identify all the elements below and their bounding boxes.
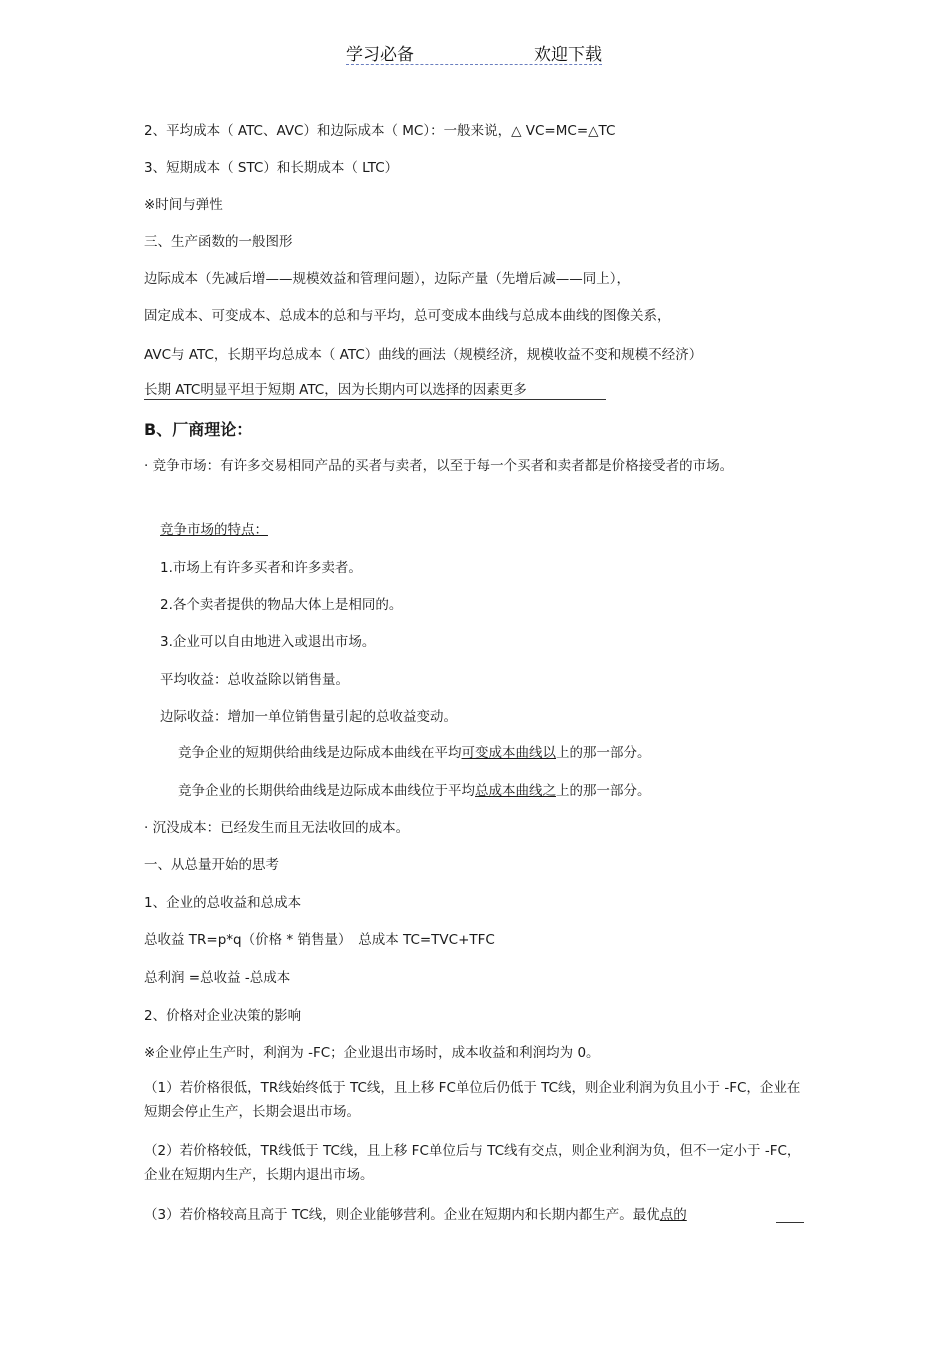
section-title: 一、从总量开始的思考 [144,857,279,873]
formula-line: 总利润 =总收益 -总成本 [144,970,291,986]
text-line: 边际成本（先减后增——规模效益和管理问题），边际产量（先增后减——同上）， [144,271,630,287]
section-heading: B、厂商理论： [144,420,253,439]
paragraph: （2）若价格较低，TR线低于 TC线，且上移 FC单位后与 TC线有交点，则企业利润为负，但不一定小于 -FC，企业在短期内生产，长期内退出市场。 [144,1143,801,1183]
text-line: 1、企业的总收益和总成本 [144,895,302,911]
underline-rule [144,399,606,400]
text-line: 边际收益：增加一单位销售量引起的总收益变动。 [160,709,457,725]
text-line: 3、短期成本（ STC）和长期成本（ LTC） [144,160,399,176]
text-line: 长期 ATC明显平坦于短期 ATC，因为长期内可以选择的因素更多 [144,382,527,398]
definition-line: · 沉没成本：已经发生而且无法收回的成本。 [144,820,410,836]
text-run: 竞争企业的长期供给曲线是边际成本曲线位于平均 [178,783,475,799]
formula-line: 总收益 TR=p*q（价格 * 销售量） 总成本 TC=TVC+TFC [144,932,495,948]
underline-rule [776,1222,804,1223]
text-line: ※时间与弹性 [144,197,223,213]
text-line [178,781,651,801]
header-left-text: 学习必备 [346,45,414,65]
text-line [144,1205,687,1225]
underlined-text: 可变成本曲线以 [461,745,556,761]
list-item: 3.企业可以自由地进入或退出市场。 [160,634,376,650]
text-run: 上的那一部分。 [556,783,651,799]
text-line: 平均收益：总收益除以销售量。 [160,672,349,688]
definition-paragraph: · 竞争市场：有许多交易相同产品的买者与卖者，以至于每一个买者和卖者都是价格接受者的市场。 [144,458,734,474]
text-line: 2、价格对企业决策的影响 [144,1008,302,1024]
text-run: 上的那一部分。 [556,745,651,761]
text-run: （3）若价格较高且高于 TC线，则企业能够营利。企业在短期内和长期内都生产。最优 [144,1207,660,1223]
text-line: ※企业停止生产时，利润为 -FC；企业退出市场时，成本收益和利润均为 0。 [144,1045,600,1061]
paragraph: （1）若价格很低，TR线始终低于 TC线，且上移 FC单位后仍低于 TC线，则企业利润为负且小于 -FC，企业在短期会停止生产，长期会退出市场。 [144,1080,801,1120]
text-run: 竞争企业的短期供给曲线是边际成本曲线在平均 [178,745,462,761]
list-item: 2.各个卖者提供的物品大体上是相同的。 [160,597,403,613]
text-line: 固定成本、可变成本、总成本的总和与平均，总可变成本曲线与总成本曲线的图像关系， [144,308,671,324]
text-line: AVC与 ATC，长期平均总成本（ ATC）曲线的画法（规模经济，规模收益不变和规模不经济） [144,347,703,363]
underlined-text: 总成本曲线之 [475,783,556,799]
section-title: 三、生产函数的一般图形 [144,234,293,250]
list-item: 1.市场上有许多买者和许多卖者。 [160,560,362,576]
page-header [346,40,602,65]
header-right-text: 欢迎下载 [534,45,602,65]
text-line: 2、平均成本（ ATC、AVC）和边际成本（ MC）：一般来说，△ VC=MC=△TC [144,123,616,139]
underlined-text: 点的 [659,1207,687,1223]
text-line [178,743,651,763]
subheading: 竞争市场的特点： [160,522,268,538]
